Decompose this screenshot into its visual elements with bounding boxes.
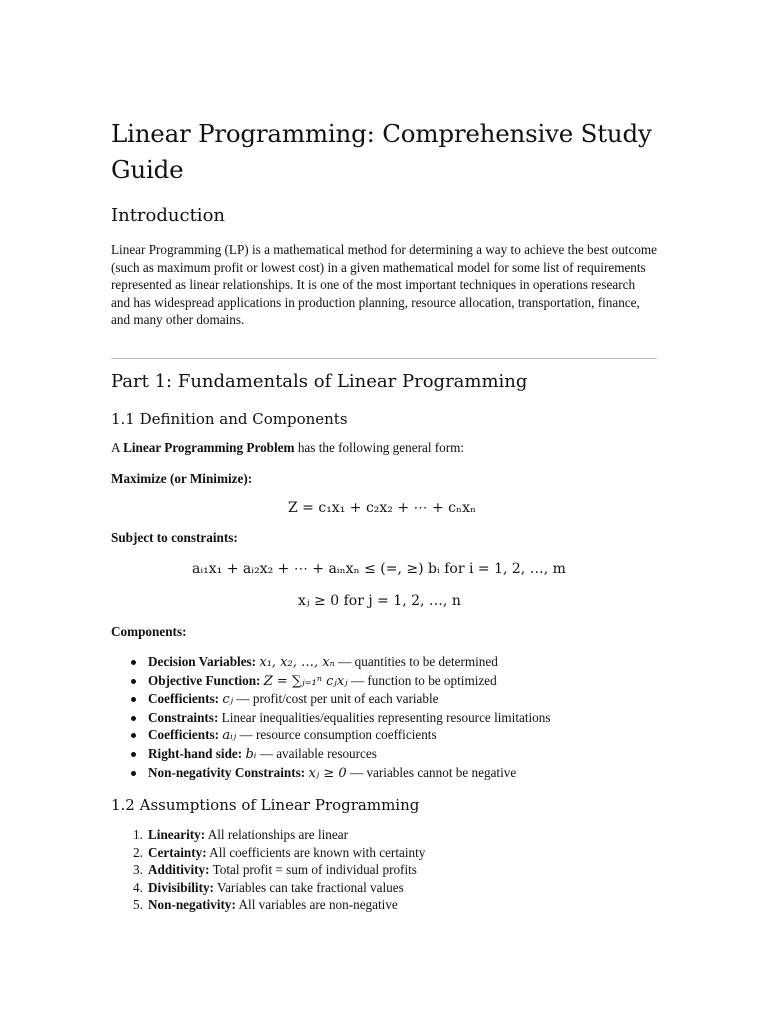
component-desc: — variables cannot be negative (346, 764, 517, 780)
list-item (148, 690, 657, 709)
list-item (133, 826, 657, 844)
component-term: Coefficients: (148, 727, 220, 743)
constraint-formula: aᵢ₁x₁ + aᵢ₂x₂ + ⋯ + aᵢₙxₙ ≤ (=, ≥) bᵢ for i = 1, 2, …, m (192, 561, 566, 577)
list-item (133, 861, 657, 879)
list-number: 5. (133, 897, 143, 913)
assumption-term: Non-negativity: (148, 897, 236, 913)
list-item (133, 879, 657, 897)
assumption-desc: Variables can take fractional values (217, 879, 404, 895)
list-item (148, 709, 657, 727)
component-desc: — available resources (256, 745, 377, 761)
assumption-desc: All coefficients are known with certainty (209, 844, 426, 860)
list-item (148, 764, 657, 783)
section-1-1-heading: 1.1 Definition and Components (111, 410, 348, 428)
component-desc: Linear inequalities/equalities representing resource limitations (221, 709, 551, 725)
list-item (133, 896, 657, 914)
document-title: Linear Programming: Comprehensive Study Guide (111, 119, 652, 184)
component-math: x₁, x₂, …, xₙ (259, 655, 335, 670)
list-item (148, 672, 657, 691)
component-desc: — profit/cost per unit of each variable (233, 691, 439, 707)
component-desc: — function to be optimized (347, 672, 497, 688)
list-number: 1. (133, 827, 143, 842)
component-desc: — resource consumption coefficients (236, 727, 437, 743)
section-divider (111, 358, 657, 359)
component-desc: — quantities to be determined (334, 654, 498, 669)
part1-heading: Part 1: Fundamentals of Linear Programming (111, 371, 528, 392)
component-term: Objective Function: (148, 672, 261, 688)
list-number: 4. (133, 879, 143, 895)
objective-formula: Z = c₁x₁ + c₂x₂ + ⋯ + cₙxₙ (288, 500, 477, 516)
list-item (148, 726, 657, 745)
component-term: Coefficients: (148, 691, 220, 707)
nonnegativity-formula: xⱼ ≥ 0 for j = 1, 2, …, n (298, 593, 461, 609)
introduction-paragraph: Linear Programming (LP) is a mathematical method for determining a way to achieve the best outcome (such as maximum profit or lowest cost) in a given mathematical model for some list of requirements represented as linear relationships. It is one of the most important techniques in operations research and has widespread applications in production planning, resource allocation, transportation, finance, and many other domains. (111, 242, 658, 328)
component-math: aᵢⱼ (222, 728, 237, 744)
component-math: Z = ∑ⱼ₌₁ⁿ cⱼxⱼ (263, 673, 348, 689)
components-list (111, 653, 657, 782)
assumption-term: Linearity: (148, 827, 206, 842)
assumption-desc: All relationships are linear (207, 827, 348, 842)
lpp-intro-suffix: has the following general form: (294, 440, 465, 455)
list-item (133, 844, 657, 862)
introduction-heading: Introduction (111, 205, 225, 226)
component-math: cⱼ (222, 692, 234, 708)
components-label: Components: (111, 624, 187, 639)
assumption-desc: Total profit = sum of individual profits (212, 862, 417, 878)
lpp-intro-sentence (111, 439, 657, 457)
list-number: 2. (133, 844, 143, 860)
component-math: xⱼ ≥ 0 (308, 765, 347, 781)
component-term: Decision Variables: (148, 654, 257, 669)
component-term: Constraints: (148, 709, 219, 725)
component-term: Non-negativity Constraints: (148, 764, 306, 780)
assumption-term: Additivity: (148, 862, 210, 878)
component-math: bᵢ (245, 746, 257, 762)
component-term: Right-hand side: (148, 745, 243, 761)
assumption-term: Certainty: (148, 844, 207, 860)
assumptions-list (111, 826, 657, 914)
assumption-term: Divisibility: (148, 879, 214, 895)
assumption-desc: All variables are non-negative (238, 897, 398, 913)
list-item (148, 653, 657, 672)
lpp-intro-prefix: A (111, 440, 124, 455)
objective-label: Maximize (or Minimize): (111, 471, 253, 486)
lpp-intro-bold: Linear Programming Problem (123, 440, 295, 455)
section-1-2-heading: 1.2 Assumptions of Linear Programming (111, 796, 420, 814)
list-number: 3. (133, 862, 143, 878)
constraints-label: Subject to constraints: (111, 530, 238, 545)
list-item (148, 745, 657, 764)
